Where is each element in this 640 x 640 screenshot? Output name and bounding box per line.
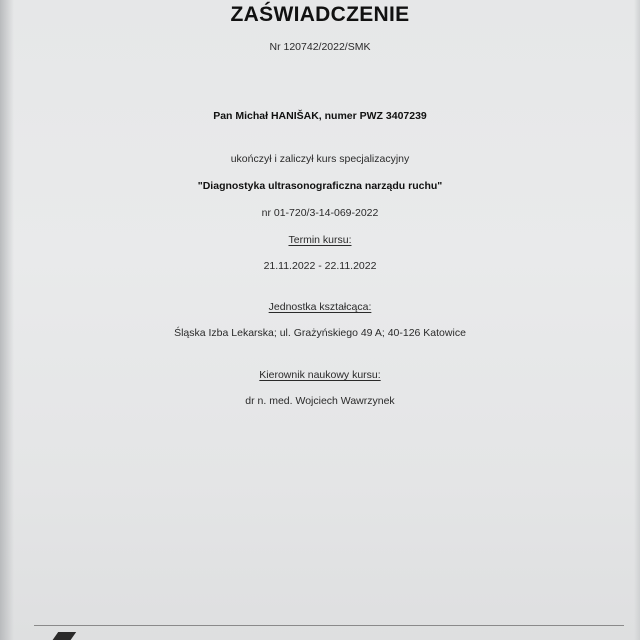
unit-label-text: Jednostka kształcąca:	[268, 301, 372, 313]
director-label	[0, 369, 640, 381]
page-shadow-left	[0, 0, 14, 640]
course-number: nr 01-720/3-14-069-2022	[261, 207, 379, 219]
certificate-title: ZAŚWIADCZENIE	[230, 3, 410, 26]
unit-label	[0, 301, 640, 313]
director-label-text: Kierownik naukowy kursu:	[259, 369, 381, 381]
director-value: dr n. med. Wojciech Wawrzynek	[245, 395, 395, 407]
recipient-line: Pan Michał HANIŠAK, numer PWZ 3407239	[213, 110, 427, 122]
term-value: 21.11.2022 - 22.11.2022	[263, 260, 377, 272]
completion-text: ukończył i zaliczył kurs specjalizacyjny	[230, 153, 410, 165]
unit-value: Śląska Izba Lekarska; ul. Grażyńskiego 49 A; 40-126 Katowice	[174, 327, 466, 339]
footer-divider	[34, 625, 624, 626]
course-name: "Diagnostyka ultrasonograficzna narządu ruchu"	[197, 180, 443, 192]
page-shadow-right	[634, 0, 640, 640]
footer-logo-fragment	[50, 632, 76, 640]
certificate-number: Nr 120742/2022/SMK	[269, 41, 371, 53]
term-label	[0, 234, 640, 246]
term-label-text: Termin kursu:	[288, 234, 352, 246]
